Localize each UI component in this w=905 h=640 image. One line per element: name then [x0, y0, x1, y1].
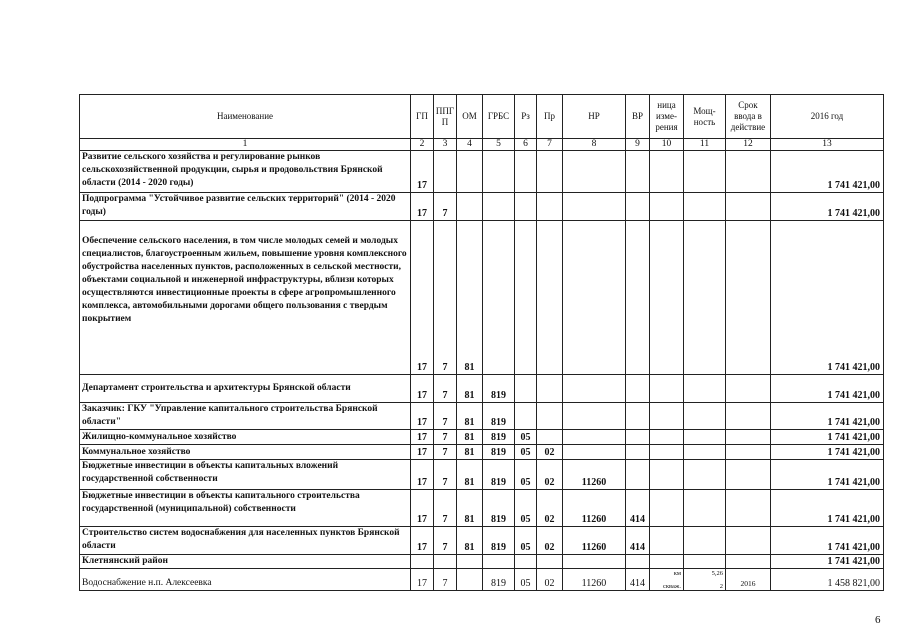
- row-name: Бюджетные инвестиции в объекты капитальных вложений государственной собственности: [80, 460, 411, 490]
- header-nr: НР: [563, 95, 626, 139]
- row-amount: 1 741 421,00: [771, 445, 884, 460]
- row-gp: 17: [411, 375, 434, 403]
- header-ppgp: ППГ П: [434, 95, 457, 139]
- col-number: 6: [515, 139, 537, 151]
- row-nr: 11260: [563, 460, 626, 490]
- header-year: 2016 год: [771, 95, 884, 139]
- col-number: 3: [434, 139, 457, 151]
- row-vr: [626, 403, 650, 430]
- row-nr: 11260: [563, 527, 626, 555]
- table-row: [80, 221, 884, 375]
- row-rz: [515, 403, 537, 430]
- row-nr: [563, 445, 626, 460]
- row-rz: 05: [515, 569, 537, 591]
- row-amount: 1 458 821,00: [771, 569, 884, 591]
- row-vr: [626, 375, 650, 403]
- row-amount: 1 741 421,00: [771, 527, 884, 555]
- row-name: Заказчик: ГКУ "Управление капитального строительства Брянской области": [80, 403, 411, 430]
- row-rz: 05: [515, 490, 537, 527]
- row-term: [726, 569, 771, 591]
- header-rz: Рз: [515, 95, 537, 139]
- row-name: Клетнянский район: [80, 555, 411, 569]
- row-grbs: 819: [483, 403, 515, 430]
- row-om: 81: [457, 221, 483, 375]
- row-gp: 17: [411, 193, 434, 221]
- row-gp: 17: [411, 569, 434, 591]
- unit-bottom: скваж.: [662, 583, 681, 590]
- row-om: 81: [457, 403, 483, 430]
- row-pr: 02: [537, 490, 563, 527]
- header-term: Срок ввода в действие: [726, 95, 771, 139]
- row-name: Бюджетные инвестиции в объекты капитального строительства государственной (муниципальной) собственности: [80, 490, 411, 527]
- row-rz: 05: [515, 445, 537, 460]
- row-name: Жилищно-коммунальное хозяйство: [80, 430, 411, 445]
- row-amount: 1 741 421,00: [771, 193, 884, 221]
- row-amount: 1 741 421,00: [771, 555, 884, 569]
- column-numbers-row: [80, 139, 884, 151]
- row-gp: 17: [411, 403, 434, 430]
- row-vr: [626, 221, 650, 375]
- row-vr: [626, 460, 650, 490]
- row-ppgp: 7: [434, 460, 457, 490]
- header-unit: ница изме- рения: [650, 95, 684, 139]
- power-top: 5,26: [711, 570, 723, 577]
- header-gp: ГП: [411, 95, 434, 139]
- row-grbs: [483, 221, 515, 375]
- col-number: 7: [537, 139, 563, 151]
- table-row: [80, 403, 884, 430]
- row-grbs: 819: [483, 375, 515, 403]
- col-number: 9: [626, 139, 650, 151]
- row-gp: 17: [411, 490, 434, 527]
- table-row: [80, 460, 884, 490]
- term-value: 2016: [740, 579, 756, 588]
- row-rz: 05: [515, 460, 537, 490]
- row-nr: [563, 151, 626, 193]
- row-gp: 17: [411, 460, 434, 490]
- row-om: 81: [457, 527, 483, 555]
- row-name: Обеспечение сельского населения, в том числе молодых семей и молодых специалистов, благоустроенным жильем, повышение уровня комплексного обустройства населенных пунктов, расположенных в сельской местности, объектами социальной и инженерной инфраструктуры, вблизи которых осуществляются инвестиционные проекты в сфере агропромышленного комплекса, автомобильными дорогами общего пользования с твердым покрытием: [80, 221, 411, 375]
- row-ppgp: 7: [434, 490, 457, 527]
- row-amount: 1 741 421,00: [771, 460, 884, 490]
- row-rz: 05: [515, 430, 537, 445]
- row-vr: [626, 445, 650, 460]
- col-number: 4: [457, 139, 483, 151]
- row-ppgp: 7: [434, 569, 457, 591]
- row-vr: [626, 193, 650, 221]
- row-grbs: 819: [483, 527, 515, 555]
- row-vr: 414: [626, 569, 650, 591]
- row-ppgp: 7: [434, 193, 457, 221]
- col-number: 11: [684, 139, 726, 151]
- row-ppgp: 7: [434, 375, 457, 403]
- row-om: 81: [457, 430, 483, 445]
- header-name: Наименование: [80, 95, 411, 139]
- row-vr: 414: [626, 527, 650, 555]
- row-amount: 1 741 421,00: [771, 151, 884, 193]
- col-number: 10: [650, 139, 684, 151]
- budget-table: [79, 94, 884, 591]
- row-pr: [537, 151, 563, 193]
- object-row: [80, 569, 884, 591]
- row-nr: [563, 193, 626, 221]
- header-om: ОМ: [457, 95, 483, 139]
- row-om: [457, 151, 483, 193]
- row-grbs: [483, 151, 515, 193]
- row-name: Строительство систем водоснабжения для населенных пунктов Брянской области: [80, 527, 411, 555]
- row-nr: [563, 221, 626, 375]
- row-pr: [537, 221, 563, 375]
- row-name: Коммунальное хозяйство: [80, 445, 411, 460]
- row-nr: [563, 375, 626, 403]
- row-pr: 02: [537, 460, 563, 490]
- row-gp: 17: [411, 527, 434, 555]
- row-name: Подпрограмма "Устойчивое развитие сельских территорий" (2014 - 2020 годы): [80, 193, 411, 221]
- row-ppgp: 7: [434, 445, 457, 460]
- row-pr: 02: [537, 569, 563, 591]
- row-rz: [515, 221, 537, 375]
- table-row: [80, 151, 884, 193]
- row-ppgp: 7: [434, 221, 457, 375]
- row-rz: [515, 151, 537, 193]
- col-number: 12: [726, 139, 771, 151]
- row-pr: [537, 403, 563, 430]
- row-om: 81: [457, 460, 483, 490]
- row-gp: 17: [411, 151, 434, 193]
- row-ppgp: 7: [434, 403, 457, 430]
- row-grbs: 819: [483, 430, 515, 445]
- row-grbs: [483, 193, 515, 221]
- row-amount: 1 741 421,00: [771, 403, 884, 430]
- row-grbs: 819: [483, 460, 515, 490]
- row-om: [457, 193, 483, 221]
- power-bottom: 2: [719, 583, 723, 590]
- table-row: [80, 375, 884, 403]
- row-ppgp: [434, 151, 457, 193]
- row-nr: [563, 403, 626, 430]
- row-nr: 11260: [563, 490, 626, 527]
- col-number: 5: [483, 139, 515, 151]
- row-om: 81: [457, 490, 483, 527]
- row-name: Водоснабжение н.п. Алексеевка: [80, 569, 411, 591]
- data-rows: [80, 151, 884, 555]
- row-gp: 17: [411, 430, 434, 445]
- row-pr: 02: [537, 527, 563, 555]
- header-pr: Пр: [537, 95, 563, 139]
- row-pr: [537, 430, 563, 445]
- row-rz: 05: [515, 527, 537, 555]
- row-rz: [515, 375, 537, 403]
- district-row: [80, 555, 884, 569]
- row-grbs: 819: [483, 569, 515, 591]
- col-number: 2: [411, 139, 434, 151]
- row-amount: 1 741 421,00: [771, 430, 884, 445]
- col-number: 1: [80, 139, 411, 151]
- row-vr: [626, 430, 650, 445]
- row-amount: 1 741 421,00: [771, 490, 884, 527]
- row-pr: [537, 375, 563, 403]
- row-amount: 1 741 421,00: [771, 221, 884, 375]
- row-vr: 414: [626, 490, 650, 527]
- row-ppgp: 7: [434, 430, 457, 445]
- unit-top: км: [673, 570, 681, 577]
- row-om: [457, 569, 483, 591]
- header-vr: ВР: [626, 95, 650, 139]
- row-om: 81: [457, 375, 483, 403]
- header-row: [80, 95, 884, 139]
- header-power: Мощ- ность: [684, 95, 726, 139]
- row-rz: [515, 193, 537, 221]
- row-unit: [650, 569, 684, 591]
- row-om: 81: [457, 445, 483, 460]
- row-gp: 17: [411, 445, 434, 460]
- row-ppgp: 7: [434, 527, 457, 555]
- row-pr: 02: [537, 445, 563, 460]
- table-row: [80, 527, 884, 555]
- col-number: 8: [563, 139, 626, 151]
- col-number: 13: [771, 139, 884, 151]
- table-row: [80, 445, 884, 460]
- row-vr: [626, 151, 650, 193]
- row-grbs: 819: [483, 490, 515, 527]
- row-pr: [537, 193, 563, 221]
- row-power: [684, 569, 726, 591]
- row-name: Департамент строительства и архитектуры Брянской области: [80, 375, 411, 403]
- page-number: 6: [875, 614, 881, 626]
- row-amount: 1 741 421,00: [771, 375, 884, 403]
- row-gp: 17: [411, 221, 434, 375]
- row-grbs: 819: [483, 445, 515, 460]
- row-nr: 11260: [563, 569, 626, 591]
- table-row: [80, 193, 884, 221]
- row-nr: [563, 430, 626, 445]
- header-grbs: ГРБС: [483, 95, 515, 139]
- row-name: Развитие сельского хозяйства и регулирование рынков сельскохозяйственной продукции, сырья и продовольствия Брянской области (2014 - 2020 годы): [80, 151, 411, 193]
- table-row: [80, 430, 884, 445]
- table-row: [80, 490, 884, 527]
